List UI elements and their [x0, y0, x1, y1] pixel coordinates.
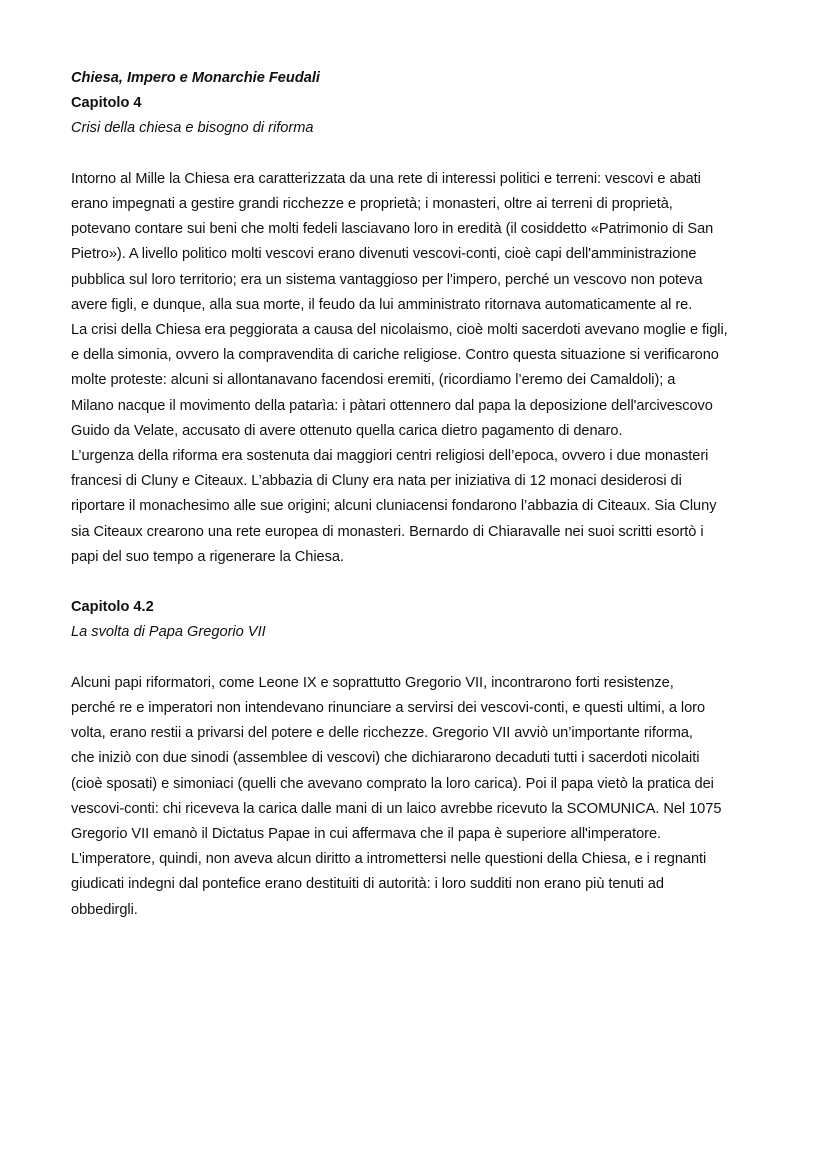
chapter-title-2: Capitolo 4.2	[71, 599, 154, 616]
paragraph-line: erano impegnati a gestire grandi ricchezze e proprietà; i monasteri, oltre ai terreni di proprietà,	[71, 196, 673, 212]
paragraph-line: Pietro»). A livello politico molti vescovi erano divenuti vescovi-conti, cioè capi dell'amministrazione	[71, 246, 697, 263]
paragraph-line: papi del suo tempo a rigenerare la Chiesa.	[71, 548, 344, 565]
chapter-title: Capitolo 4	[71, 95, 142, 112]
paragraph-line: avere figli, e dunque, alla sua morte, il feudo da lui amministrato ritornava automaticamente al re.	[71, 296, 693, 313]
chapter-subtitle-2: La svolta di Papa Gregorio VII	[71, 624, 266, 641]
paragraph-section-2	[71, 671, 761, 923]
paragraph-line: molte proteste: alcuni si allontanavano facendosi eremiti, (ricordiamo l’eremo dei Camaldoli); a	[71, 372, 676, 389]
spacer	[71, 142, 761, 167]
document-page	[71, 66, 761, 923]
paragraph-section-1	[71, 167, 761, 570]
paragraph-line: La crisi della Chiesa era peggiorata a causa del nicolaismo, cioè molti sacerdoti avevano moglie e figli,	[71, 322, 728, 339]
paragraph-line: sia Citeaux crearono una rete europea di monasteri. Bernardo di Chiaravalle nei suoi scritti esortò i	[71, 523, 704, 540]
chapter-subtitle: Crisi della chiesa e bisogno di riforma	[71, 120, 314, 137]
spacer	[71, 570, 761, 595]
paragraph-line: francesi di Cluny e Citeaux. L’abbazia di Cluny era nata per iniziativa di 12 monaci desiderosi di	[71, 473, 682, 490]
paragraph-line: perché re e imperatori non intendevano rinunciare a servirsi dei vescovi-conti, e questi ultimi, a loro	[71, 700, 706, 717]
paragraph-line: e della simonia, ovvero la compravendita di cariche religiose. Contro questa situazione si verificarono	[71, 347, 719, 364]
paragraph-line: volta, erano restii a privarsi del potere e delle ricchezze. Gregorio VII avviò un’importante riforma,	[71, 725, 693, 742]
paragraph-line: potevano contare sui beni che molti fedeli lasciavano loro in eredità (il cosiddetto «Patrimonio di San	[71, 221, 714, 238]
paragraph-line: Gregorio VII emanò il Dictatus Papae in cui affermava che il papa è superiore all'imperatore.	[71, 826, 662, 843]
paragraph-line: Alcuni papi riformatori, come Leone IX e soprattutto Gregorio VII, incontrarono forti resistenze,	[71, 674, 674, 691]
paragraph-line: che iniziò con due sinodi (assemblee di vescovi) che dichiararono decaduti tutti i sacerdoti nicolaiti	[71, 750, 700, 767]
spacer	[71, 646, 761, 671]
paragraph-line: (cioè sposati) e simoniaci (quelli che avevano comprato la loro carica). Poi il papa vietò la pratica dei	[71, 775, 714, 792]
paragraph-line: vescovi-conti: chi riceveva la carica dalle mani di un laico avrebbe ricevuto la SCOMUNICA. Nel 1075	[71, 800, 722, 817]
paragraph-line: giudicati indegni dal pontefice erano destituiti di autorità: i loro sudditi non erano più tenuti ad	[71, 876, 664, 893]
paragraph-line: Guido da Velate, accusato di avere ottenuto quella carica dietro pagamento di denaro.	[71, 422, 623, 439]
paragraph-line: obbedirgli.	[71, 901, 138, 918]
paragraph-line: Intorno al Mille la Chiesa era caratterizzata da una rete di interessi politici e terreni: vescovi e abati	[71, 170, 701, 187]
book-title: Chiesa, Impero e Monarchie Feudali	[71, 70, 320, 86]
paragraph-line: riportare il monachesimo alle sue origini; alcuni cluniacensi fondarono l’abbazia di Citeaux. Sia Cluny	[71, 498, 717, 515]
paragraph-line: pubblica sul loro territorio; era un sistema vantaggioso per l'impero, perché un vescovo non poteva	[71, 271, 703, 288]
paragraph-line: L’urgenza della riforma era sostenuta dai maggiori centri religiosi dell’epoca, ovvero i due monasteri	[71, 448, 709, 465]
paragraph-line: Milano nacque il movimento della patarìa: i pàtari ottennero dal papa la deposizione dell'arcivescovo	[71, 397, 713, 414]
paragraph-line: L'imperatore, quindi, non aveva alcun diritto a intromettersi nelle questioni della Chiesa, e i regnanti	[71, 851, 707, 868]
